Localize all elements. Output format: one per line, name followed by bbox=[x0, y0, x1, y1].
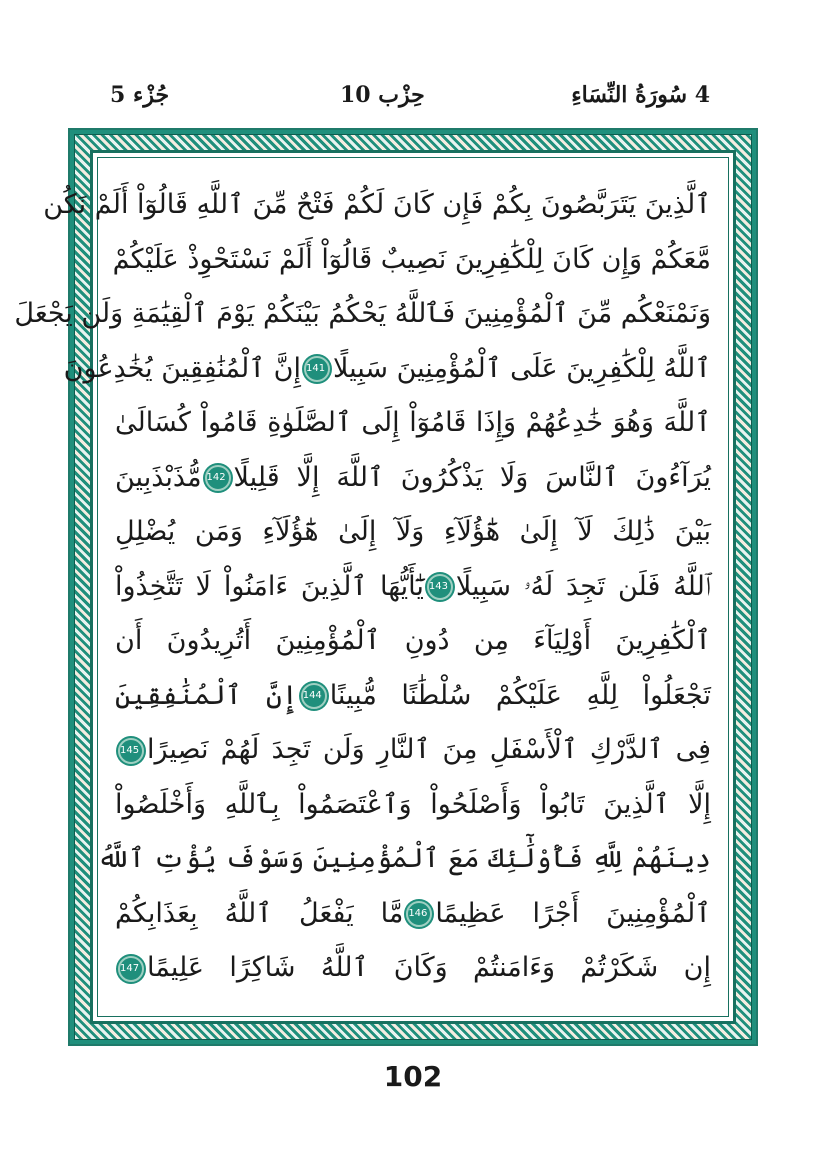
page-header bbox=[110, 82, 710, 118]
verse-number-marker: 144 bbox=[301, 683, 327, 709]
line-text: مُّذَبْذَبِينَ bbox=[115, 461, 202, 493]
juz-label: جُزْء 5 bbox=[110, 82, 170, 108]
text-line bbox=[97, 832, 711, 887]
surah-label: 4 سُورَةُ النِّسَاءِ bbox=[571, 82, 710, 108]
line-text: تَجْعَلُواْ لِلَّهِ عَلَيْكُمْ سُلْطَٰنًا مُّبِينًا bbox=[329, 679, 711, 711]
text-line bbox=[115, 723, 711, 778]
text-line bbox=[43, 178, 711, 233]
line-text: مَّا يَفْعَلُ ٱللَّهُ بِعَذَابِكُمْ bbox=[115, 897, 404, 929]
verse-number-marker: 142 bbox=[205, 465, 231, 491]
line-text: ٱللَّهَ وَهُوَ خَٰدِعُهُمْ وَإِذَا قَامُوٓاْ إِلَى ٱلصَّلَوٰةِ قَامُواْ كُسَالَىٰ bbox=[115, 407, 711, 438]
line-text: إِنَّ ٱلْمُنَٰفِقِينَ يُخَٰدِعُونَ bbox=[63, 352, 301, 384]
line-text: إِنَّ ٱلْمُنَٰفِقِينَ bbox=[115, 679, 298, 711]
line-text: يَٰٓأَيُّهَا ٱلَّذِينَ ءَامَنُواْ لَا تَتَّخِذُواْ bbox=[115, 570, 424, 602]
verse-number-marker: 147 bbox=[118, 956, 144, 982]
line-text: ٱللَّهُ لِلْكَٰفِرِينَ عَلَى ٱلْمُؤْمِنِينَ سَبِيلًا bbox=[333, 352, 711, 384]
line-text: ٱلَّذِينَ يَتَرَبَّصُونَ بِكُمْ فَإِن كَانَ لَكُمْ فَتْحٌ مِّنَ ٱللَّهِ قَالُوٓاْ أَلَمْ نَكُن bbox=[43, 189, 711, 220]
line-text: إِلَّا ٱلَّذِينَ تَابُواْ وَأَصْلَحُواْ وَٱعْتَصَمُواْ بِٱللَّهِ وَأَخْلَصُواْ bbox=[115, 788, 711, 820]
text-line bbox=[63, 342, 711, 397]
text-line bbox=[115, 614, 711, 669]
verse-number-marker: 141 bbox=[304, 356, 330, 382]
text-line bbox=[115, 941, 711, 996]
line-text: ٱلْمُؤْمِنِينَ أَجْرًا عَظِيمًا bbox=[435, 897, 711, 929]
line-text: بَيْنَ ذَٰلِكَ لَآ إِلَىٰ هَٰٓؤُلَآءِ وَلَآ إِلَىٰ هَٰٓؤُلَآءِ وَمَن يُضْلِلِ bbox=[115, 516, 711, 547]
text-line bbox=[112, 233, 711, 288]
verse-number-marker: 143 bbox=[427, 574, 453, 600]
text-line bbox=[115, 669, 711, 724]
hizb-label: حِزْب 10 bbox=[340, 82, 425, 108]
text-line bbox=[115, 396, 711, 451]
page-number: 102 bbox=[383, 1060, 443, 1093]
line-text: ٱللَّهُ فَلَن تَجِدَ لَهُۥ سَبِيلًا bbox=[455, 570, 711, 602]
line-text: وَنَمْنَعْكُم مِّنَ ٱلْمُؤْمِنِينَ فَٱللَّهُ يَحْكُمُ بَيْنَكُمْ يَوْمَ ٱلْقِيَٰمَةِ وَلَن يَجْعَلَ bbox=[14, 298, 711, 329]
text-line bbox=[115, 505, 711, 560]
text-line bbox=[115, 778, 711, 833]
text-line bbox=[115, 560, 711, 615]
line-text: فِى ٱلدَّرْكِ ٱلْأَسْفَلِ مِنَ ٱلنَّارِ وَلَن تَجِدَ لَهُمْ نَصِيرًا bbox=[147, 734, 711, 765]
line-text: دِينَهُمْ لِلَّهِ فَأُوْلَٰٓئِكَ مَعَ ٱلْمُؤْمِنِينَ وَسَوْفَ يُؤْتِ ٱللَّهُ bbox=[97, 843, 711, 874]
line-text: ٱلْكَٰفِرِينَ أَوْلِيَآءَ مِن دُونِ ٱلْمُؤْمِنِينَ أَتُرِيدُونَ أَن bbox=[115, 625, 711, 656]
line-text: إِن شَكَرْتُمْ وَءَامَنتُمْ وَكَانَ ٱللَّهُ شَاكِرًا عَلِيمًا bbox=[147, 952, 711, 983]
text-line bbox=[115, 887, 711, 942]
line-text: يُرَآءُونَ ٱلنَّاسَ وَلَا يَذْكُرُونَ ٱللَّهَ إِلَّا قَلِيلًا bbox=[233, 461, 711, 493]
page-text bbox=[14, 178, 711, 996]
text-line bbox=[14, 287, 711, 342]
verse-number-marker: 145 bbox=[118, 738, 144, 764]
line-text: مَّعَكُمْ وَإِن كَانَ لِلْكَٰفِرِينَ نَصِيبٌ قَالُوٓاْ أَلَمْ نَسْتَحْوِذْ عَلَيْكُمْ bbox=[112, 243, 711, 275]
text-line bbox=[115, 451, 711, 506]
verse-number-marker: 146 bbox=[406, 901, 432, 927]
